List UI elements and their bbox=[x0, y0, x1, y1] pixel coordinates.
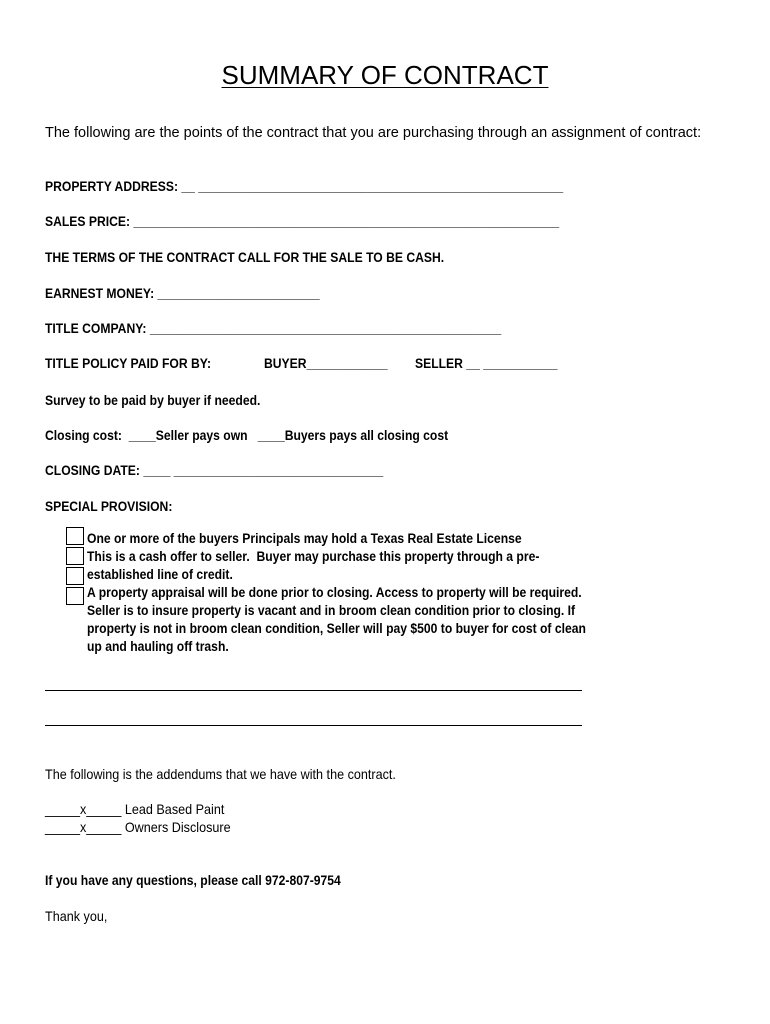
provision-checkbox-cash-offer[interactable] bbox=[66, 547, 84, 565]
title-policy-buyer-field[interactable]: BUYER____________ bbox=[264, 356, 388, 371]
closing-date-field[interactable]: CLOSING DATE: ____ _______________________________ bbox=[45, 463, 384, 478]
page-title: SUMMARY OF CONTRACT bbox=[221, 60, 549, 90]
blank-line[interactable] bbox=[45, 725, 582, 726]
title-company-field[interactable]: TITLE COMPANY: ____________________________________________________ bbox=[45, 321, 502, 336]
title-policy-seller-field[interactable]: SELLER __ ___________ bbox=[415, 356, 558, 371]
provision-line: A property appraisal will be done prior to closing. Access to property will be required. bbox=[87, 585, 582, 600]
provision-line: Seller is to insure property is vacant and in broom clean condition prior to closing. If bbox=[87, 603, 576, 618]
provision-list bbox=[87, 530, 609, 656]
special-provision-heading: SPECIAL PROVISION: bbox=[45, 499, 173, 514]
provision-line: established line of credit. bbox=[87, 567, 233, 582]
addendums-intro: The following is the addendums that we have with the contract. bbox=[45, 766, 396, 782]
terms-text: THE TERMS OF THE CONTRACT CALL FOR THE SALE TO BE CASH. bbox=[45, 250, 445, 265]
questions-text: If you have any questions, please call 972-807-9754 bbox=[45, 873, 341, 888]
addendum-lead-paint[interactable]: _____x_____ Lead Based Paint bbox=[45, 801, 225, 817]
property-address-field[interactable]: PROPERTY ADDRESS: __ ______________________________________________________ bbox=[45, 179, 564, 194]
survey-text: Survey to be paid by buyer if needed. bbox=[45, 393, 261, 408]
provision-line: This is a cash offer to seller. Buyer may purchase this property through a pre- bbox=[87, 549, 540, 564]
intro-text: The following are the points of the contract that you are purchasing through an assignment of contract: bbox=[45, 125, 702, 141]
earnest-money-field[interactable]: EARNEST MONEY: ________________________ bbox=[45, 286, 320, 301]
provision-checkbox-appraisal[interactable] bbox=[66, 567, 84, 585]
blank-line[interactable] bbox=[45, 690, 582, 691]
closing-text: Thank you, bbox=[45, 908, 108, 924]
provision-line: property is not in broom clean condition, Seller will pay $500 to buyer for cost of clean bbox=[87, 621, 586, 636]
addendum-owners-disclosure[interactable]: _____x_____ Owners Disclosure bbox=[45, 819, 231, 835]
provision-line: up and hauling off trash. bbox=[87, 639, 229, 654]
provision-line: One or more of the buyers Principals may hold a Texas Real Estate License bbox=[87, 531, 522, 546]
sales-price-field[interactable]: SALES PRICE: _______________________________________________________________ bbox=[45, 214, 560, 229]
title-policy-label: TITLE POLICY PAID FOR BY: bbox=[45, 356, 212, 371]
provision-checkboxes bbox=[66, 527, 84, 607]
closing-cost-field[interactable]: Closing cost: ____Seller pays own ____Buyers pays all closing cost bbox=[45, 428, 449, 443]
provision-checkbox-vacant[interactable] bbox=[66, 587, 84, 605]
provision-checkbox-license[interactable] bbox=[66, 527, 84, 545]
